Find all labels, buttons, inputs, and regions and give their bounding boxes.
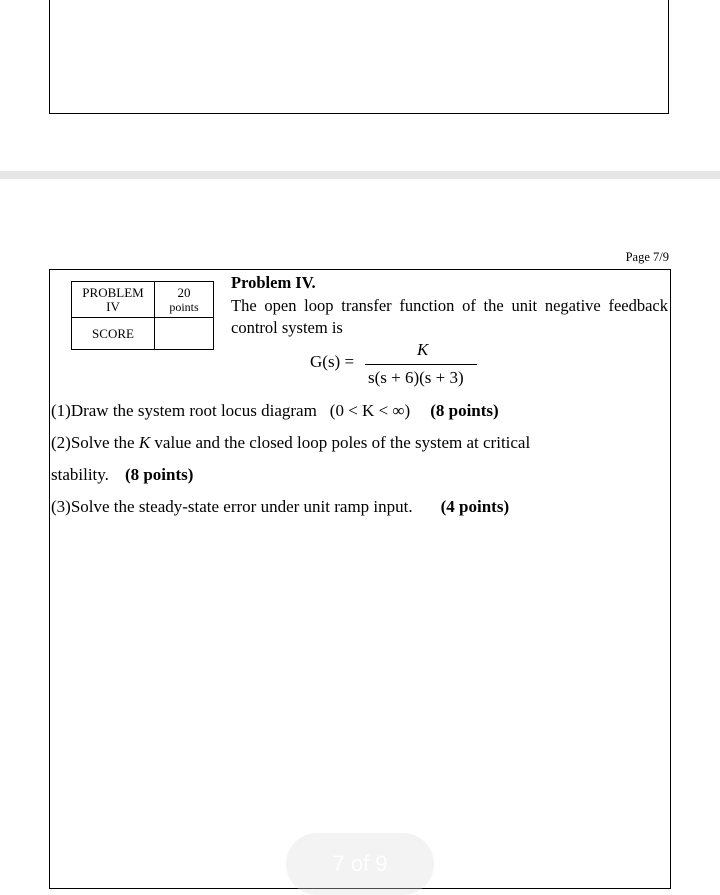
- problem-label-line2: IV: [106, 298, 120, 314]
- question-2-text-a: (2)Solve the: [51, 433, 135, 452]
- problem-label-cell: [72, 282, 155, 318]
- points-value: 20: [177, 284, 191, 300]
- previous-page-answer-box: [49, 0, 669, 114]
- question-3: [51, 497, 509, 517]
- page-number: Page 7/9: [625, 250, 669, 264]
- problem-score-table: [71, 281, 214, 350]
- fraction-bar: [365, 364, 477, 365]
- problem-intro: The open loop transfer function of the unit negative feedback control system is: [231, 296, 668, 337]
- question-1-range: (0 < K < ∞): [329, 401, 411, 420]
- problem-border-box: [49, 269, 671, 889]
- formula-denominator: s(s + 6)(s + 3): [368, 368, 464, 387]
- formula-numerator: K: [417, 340, 429, 359]
- page-separator: [0, 171, 720, 179]
- question-2-text-b: value and the closed loop poles of the system at critical: [154, 433, 531, 452]
- question-2-variable: K: [138, 433, 151, 452]
- question-1-points: (8 points): [430, 401, 499, 420]
- question-3-points: (4 points): [440, 497, 510, 516]
- question-2: [51, 433, 530, 453]
- formula-lhs: G(s) =: [310, 352, 355, 371]
- question-2-continued: [51, 465, 193, 485]
- question-2-text-c: stability.: [51, 465, 109, 484]
- page-indicator-pill[interactable]: 7 of 9: [286, 833, 434, 895]
- question-1-text: (1)Draw the system root locus diagram: [51, 401, 317, 420]
- points-unit: points: [169, 299, 199, 314]
- points-cell: [155, 282, 214, 318]
- question-2-points: (8 points): [124, 465, 194, 484]
- score-value-cell: [155, 318, 214, 350]
- problem-title: Problem IV.: [231, 273, 316, 292]
- question-1: [51, 401, 499, 421]
- problem-label-line1: PROBLEM: [82, 284, 144, 300]
- score-label-cell: SCORE: [72, 318, 155, 350]
- question-3-text: (3)Solve the steady-state error under unit ramp input.: [51, 497, 413, 516]
